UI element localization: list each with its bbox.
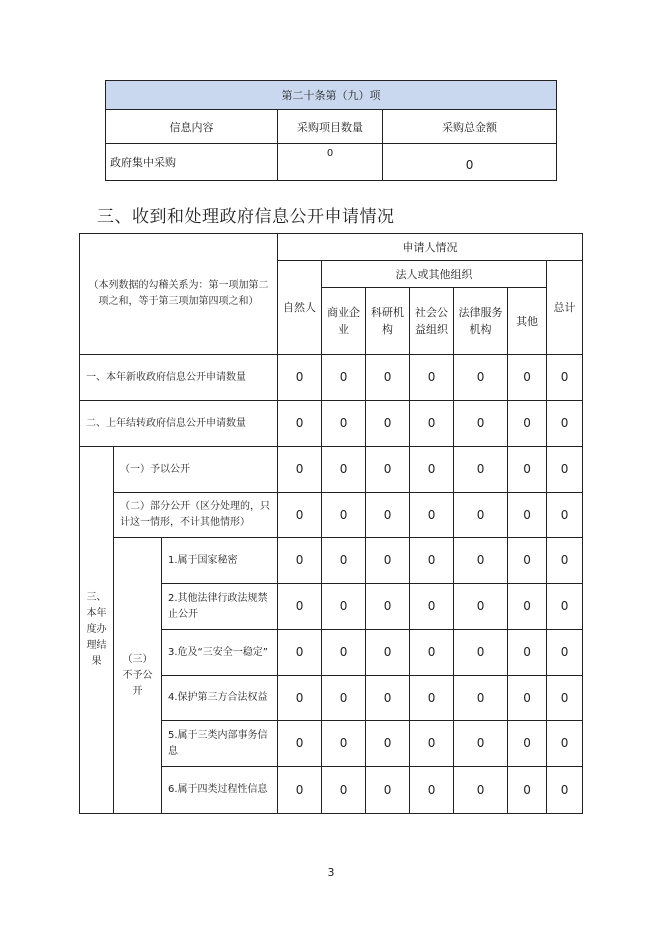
total-header: 总计 bbox=[547, 261, 583, 355]
cell-value: 0 bbox=[454, 355, 508, 401]
cell-value: 0 bbox=[278, 721, 322, 767]
cell-value: 0 bbox=[547, 630, 583, 676]
procurement-row-total: 0 bbox=[383, 144, 557, 181]
cell-value: 0 bbox=[410, 401, 454, 447]
cell-value: 0 bbox=[322, 447, 366, 493]
cell-value: 0 bbox=[278, 584, 322, 630]
cell-value: 0 bbox=[366, 355, 410, 401]
legal-entities-header: 法人或其他组织 bbox=[322, 261, 547, 288]
cell-value: 0 bbox=[454, 538, 508, 584]
row-label: 5.属于三类内部事务信息 bbox=[162, 721, 278, 767]
cell-value: 0 bbox=[508, 767, 547, 814]
cell-value: 0 bbox=[508, 538, 547, 584]
procurement-section-header: 第二十条第（九）项 bbox=[106, 81, 557, 110]
col-total-header: 采购总金额 bbox=[383, 110, 557, 144]
cell-value: 0 bbox=[454, 447, 508, 493]
procurement-row-count: 0 bbox=[278, 144, 383, 181]
cell-value: 0 bbox=[454, 584, 508, 630]
cell-value: 0 bbox=[366, 630, 410, 676]
row-label: 2.其他法律行政法规禁止公开 bbox=[162, 584, 278, 630]
other-header: 其他 bbox=[508, 288, 547, 355]
cell-value: 0 bbox=[410, 447, 454, 493]
cell-value: 0 bbox=[508, 721, 547, 767]
cell-value: 0 bbox=[410, 630, 454, 676]
cell-value: 0 bbox=[508, 447, 547, 493]
cell-value: 0 bbox=[508, 493, 547, 538]
cell-value: 0 bbox=[322, 538, 366, 584]
cell-value: 0 bbox=[366, 767, 410, 814]
row-label: （二）部分公开（区分处理的，只计这一情形，不计其他情形） bbox=[114, 493, 278, 538]
row-label: （一）予以公开 bbox=[114, 447, 278, 493]
cell-value: 0 bbox=[278, 538, 322, 584]
procurement-row-label: 政府集中采购 bbox=[106, 144, 278, 181]
cell-value: 0 bbox=[547, 538, 583, 584]
cell-value: 0 bbox=[278, 630, 322, 676]
cell-value: 0 bbox=[366, 401, 410, 447]
header-note: （本列数据的勾稽关系为：第一项加第二项之和，等于第三项加第四项之和） bbox=[80, 234, 278, 355]
cell-value: 0 bbox=[278, 493, 322, 538]
cell-value: 0 bbox=[322, 355, 366, 401]
cell-value: 0 bbox=[278, 355, 322, 401]
cell-value: 0 bbox=[278, 676, 322, 721]
table-row bbox=[80, 493, 583, 538]
row-label: 4.保护第三方合法权益 bbox=[162, 676, 278, 721]
cell-value: 0 bbox=[410, 584, 454, 630]
row-label: 6.属于四类过程性信息 bbox=[162, 767, 278, 814]
cell-value: 0 bbox=[366, 538, 410, 584]
cell-value: 0 bbox=[454, 630, 508, 676]
col-info-header: 信息内容 bbox=[106, 110, 278, 144]
cell-value: 0 bbox=[410, 355, 454, 401]
cell-value: 0 bbox=[547, 355, 583, 401]
social-welfare-header: 社会公益组织 bbox=[410, 288, 454, 355]
cell-value: 0 bbox=[278, 447, 322, 493]
cell-value: 0 bbox=[547, 676, 583, 721]
results-group-label: 三、本年度办理结果 bbox=[80, 447, 114, 814]
cell-value: 0 bbox=[410, 767, 454, 814]
cell-value: 0 bbox=[508, 584, 547, 630]
col-count-header: 采购项目数量 bbox=[278, 110, 383, 144]
table-row bbox=[80, 355, 583, 401]
cell-value: 0 bbox=[322, 767, 366, 814]
cell-value: 0 bbox=[410, 721, 454, 767]
table-row bbox=[80, 447, 583, 493]
cell-value: 0 bbox=[366, 676, 410, 721]
cell-value: 0 bbox=[410, 493, 454, 538]
cell-value: 0 bbox=[508, 676, 547, 721]
cell-value: 0 bbox=[322, 721, 366, 767]
cell-value: 0 bbox=[547, 493, 583, 538]
applications-table bbox=[79, 233, 583, 814]
cell-value: 0 bbox=[366, 584, 410, 630]
applicant-header: 申请人情况 bbox=[278, 234, 583, 261]
legal-service-header: 法律服务机构 bbox=[454, 288, 508, 355]
procurement-table bbox=[105, 80, 557, 181]
cell-value: 0 bbox=[547, 401, 583, 447]
commercial-header: 商业企业 bbox=[322, 288, 366, 355]
cell-value: 0 bbox=[366, 447, 410, 493]
cell-value: 0 bbox=[322, 676, 366, 721]
cell-value: 0 bbox=[322, 401, 366, 447]
research-header: 科研机构 bbox=[366, 288, 410, 355]
cell-value: 0 bbox=[508, 355, 547, 401]
cell-value: 0 bbox=[278, 401, 322, 447]
table-row bbox=[80, 401, 583, 447]
cell-value: 0 bbox=[322, 493, 366, 538]
cell-value: 0 bbox=[508, 630, 547, 676]
cell-value: 0 bbox=[547, 767, 583, 814]
cell-value: 0 bbox=[278, 767, 322, 814]
row-label: 一、本年新收政府信息公开申请数量 bbox=[80, 355, 278, 401]
page-number: 3 bbox=[327, 866, 335, 879]
cell-value: 0 bbox=[454, 493, 508, 538]
cell-value: 0 bbox=[547, 447, 583, 493]
table-row bbox=[80, 538, 583, 584]
cell-value: 0 bbox=[366, 721, 410, 767]
cell-value: 0 bbox=[322, 584, 366, 630]
section-title: 三、收到和处理政府信息公开申请情况 bbox=[97, 207, 395, 227]
cell-value: 0 bbox=[366, 493, 410, 538]
cell-value: 0 bbox=[454, 401, 508, 447]
natural-person-header: 自然人 bbox=[278, 261, 322, 355]
cell-value: 0 bbox=[410, 538, 454, 584]
cell-value: 0 bbox=[322, 630, 366, 676]
cell-value: 0 bbox=[547, 584, 583, 630]
withheld-group-label: （三）不予公开 bbox=[114, 538, 162, 814]
cell-value: 0 bbox=[454, 721, 508, 767]
cell-value: 0 bbox=[454, 676, 508, 721]
cell-value: 0 bbox=[410, 676, 454, 721]
row-label: 3.危及“三安全一稳定” bbox=[162, 630, 278, 676]
row-label: 二、上年结转政府信息公开申请数量 bbox=[80, 401, 278, 447]
cell-value: 0 bbox=[547, 721, 583, 767]
cell-value: 0 bbox=[454, 767, 508, 814]
cell-value: 0 bbox=[508, 401, 547, 447]
row-label: 1.属于国家秘密 bbox=[162, 538, 278, 584]
